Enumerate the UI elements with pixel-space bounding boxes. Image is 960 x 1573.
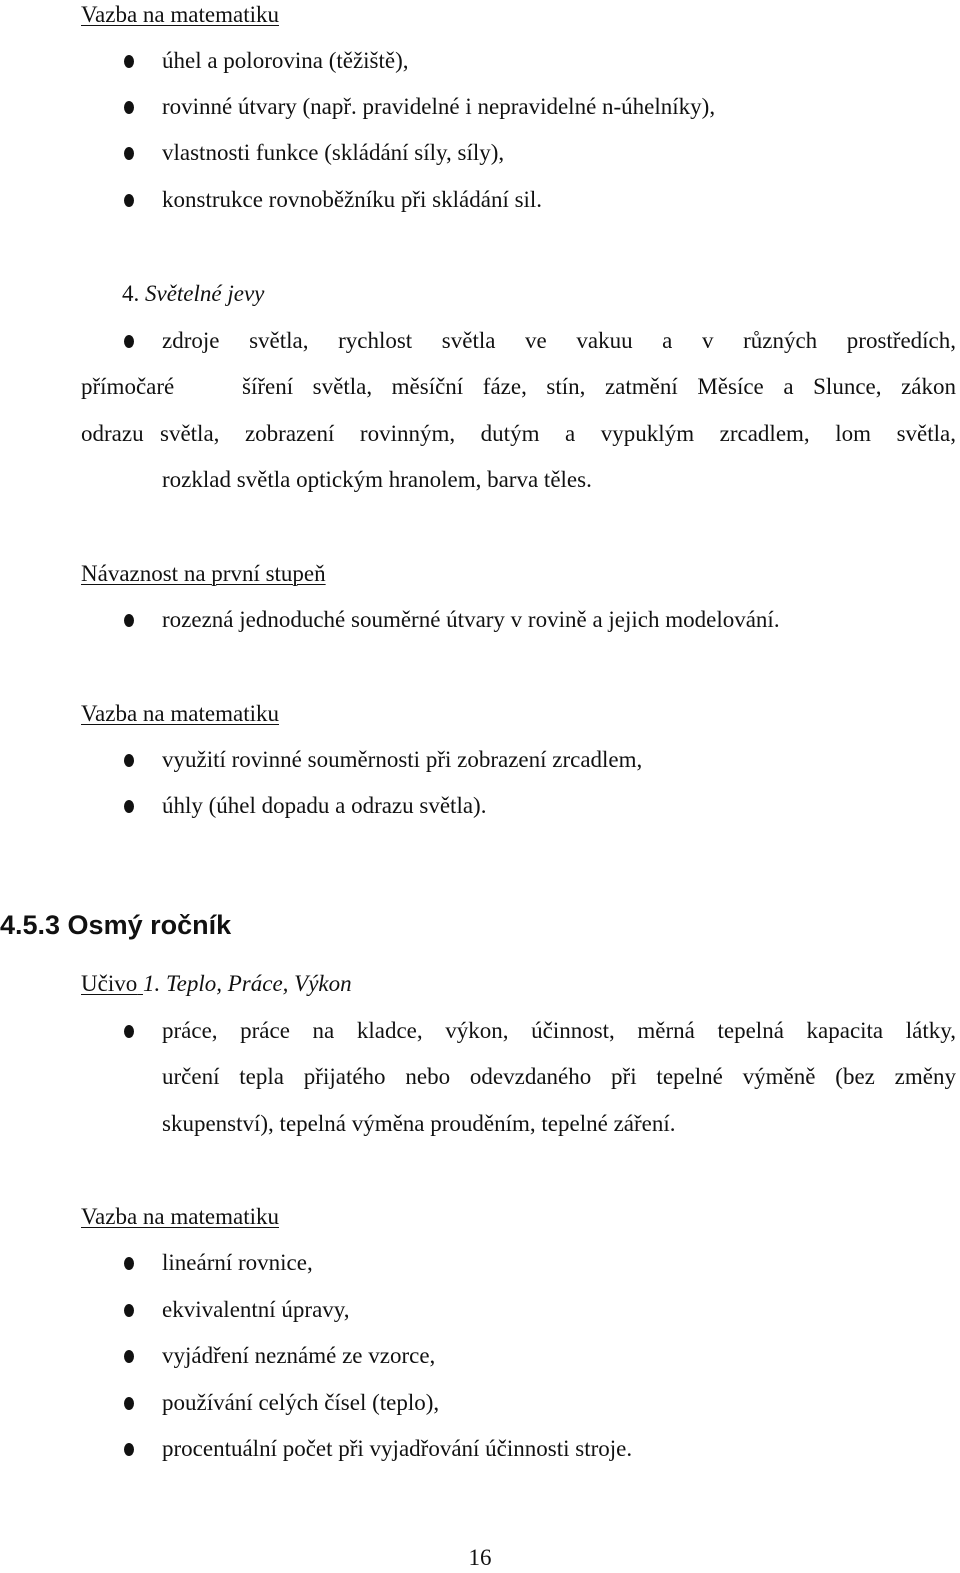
- paragraph-line-start: odrazu: [81, 421, 144, 446]
- section-heading-math-3: Vazba na matematiku: [81, 1204, 279, 1229]
- paragraph-line: rozklad světla optickým hranolem, barva těles.: [162, 467, 592, 492]
- topic-number: 4.: [122, 281, 140, 306]
- bullet-icon: [124, 55, 134, 68]
- page-number: 16: [468, 1545, 492, 1570]
- ucivo-line: [81, 969, 352, 999]
- list-item: využití rovinné souměrnosti při zobrazení zrcadlem,: [162, 747, 643, 772]
- list-item: úhly (úhel dopadu a odrazu světla).: [162, 793, 487, 818]
- list-item: vyjádření neznámé ze vzorce,: [162, 1343, 436, 1368]
- bullet-icon: [124, 1257, 134, 1270]
- ucivo-label: Učivo: [81, 971, 138, 996]
- topic-number: 1.: [142, 971, 161, 996]
- bullet-icon: [124, 147, 134, 160]
- paragraph-line: určení tepla přijatého nebo odevzdaného při tepelné výměně (bez změny: [162, 1064, 956, 1089]
- bullet-icon: [124, 1443, 134, 1456]
- bullet-icon: [124, 800, 134, 813]
- list-item: úhel a polorovina (těžiště),: [162, 48, 409, 73]
- bullet-icon: [124, 1025, 134, 1038]
- bullet-icon: [124, 335, 134, 348]
- topic-title: [122, 279, 264, 309]
- topic-name: Světelné jevy: [145, 281, 265, 306]
- bullet-icon: [124, 614, 134, 627]
- list-item: konstrukce rovnoběžníku při skládání sil.: [162, 187, 543, 212]
- bullet-icon: [124, 1304, 134, 1317]
- list-item: procentuální počet při vyjadřování účinnosti stroje.: [162, 1436, 633, 1461]
- list-item: rovinné útvary (např. pravidelné i nepravidelné n-úhelníky),: [162, 94, 716, 119]
- paragraph-line: zdroje světla, rychlost světla ve vakuu a v různých prostředích,: [162, 328, 956, 353]
- list-item: rozezná jednoduché souměrné útvary v rovině a jejich modelování.: [162, 607, 780, 632]
- chapter-heading: 4.5.3 Osmý ročník: [0, 910, 232, 940]
- list-item: ekvivalentní úpravy,: [162, 1297, 350, 1322]
- paragraph-line: skupenství), tepelná výměna prouděním, tepelné záření.: [162, 1111, 676, 1136]
- bullet-icon: [124, 754, 134, 767]
- list-item: lineární rovnice,: [162, 1250, 313, 1275]
- bullet-icon: [124, 194, 134, 207]
- paragraph-line: šíření světla, měsíční fáze, stín, zatmění Měsíce a Slunce, zákon: [242, 374, 956, 399]
- section-heading-math-1: Vazba na matematiku: [81, 2, 279, 27]
- topic-name: Teplo, Práce, Výkon: [165, 971, 352, 996]
- bullet-icon: [124, 1350, 134, 1363]
- bullet-icon: [124, 1397, 134, 1410]
- section-heading-first-stage: Návaznost na první stupeň: [81, 561, 326, 586]
- paragraph-line: světla, zobrazení rovinným, dutým a vypuklým zrcadlem, lom světla,: [160, 421, 956, 446]
- bullet-icon: [124, 101, 134, 114]
- section-heading-math-2: Vazba na matematiku: [81, 701, 279, 726]
- paragraph-line-start: přímočaré: [81, 374, 175, 399]
- list-item: vlastnosti funkce (skládání síly, síly),: [162, 140, 505, 165]
- list-item: používání celých čísel (teplo),: [162, 1390, 440, 1415]
- paragraph-line: práce, práce na kladce, výkon, účinnost, měrná tepelná kapacita látky,: [162, 1018, 956, 1043]
